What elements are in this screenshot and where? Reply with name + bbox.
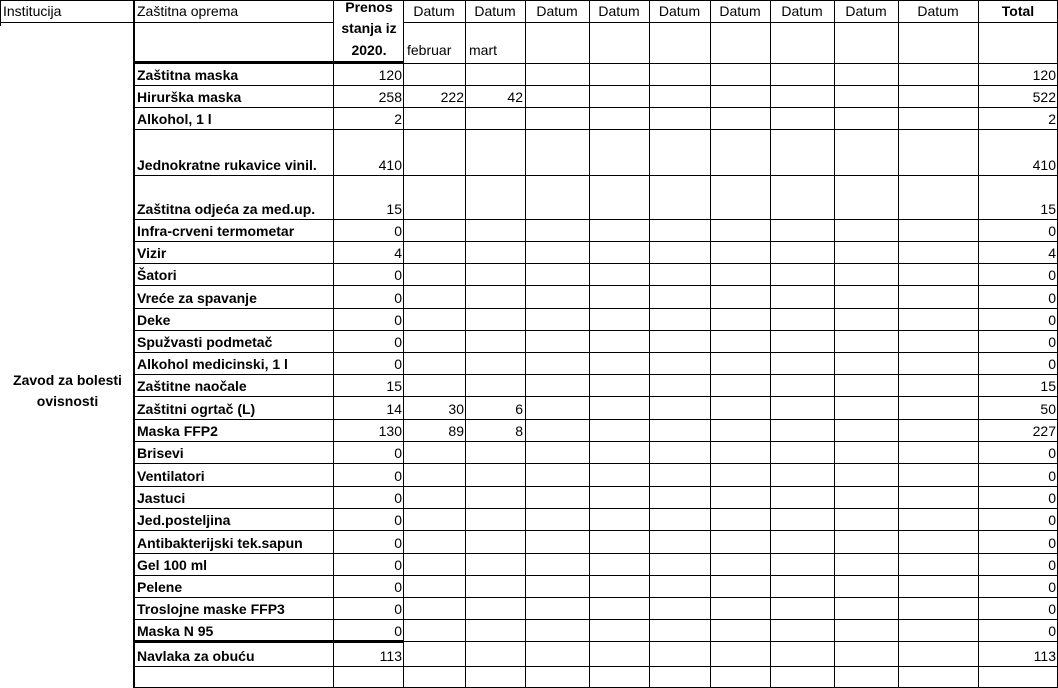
row-total-cell[interactable]: 0 xyxy=(1048,579,1056,595)
row-prenos-cell[interactable]: 15 xyxy=(386,201,402,217)
row-item-name[interactable]: Alkohol, 1 l xyxy=(137,111,212,127)
row-item-name[interactable]: Navlaka za obuću xyxy=(137,648,255,664)
grid-line xyxy=(649,0,650,688)
grid-line xyxy=(834,0,835,688)
row-mart-cell[interactable]: 42 xyxy=(507,89,523,105)
grid-line xyxy=(133,419,1058,420)
institution-name[interactable]: Zavod za bolesti ovisnosti xyxy=(13,372,122,409)
row-item-name[interactable]: Jed.posteljina xyxy=(137,512,231,528)
row-item-name[interactable]: Spužvasti podmetač xyxy=(137,334,273,350)
grid-line xyxy=(133,61,404,64)
row-item-name[interactable]: Šatori xyxy=(137,267,177,283)
row-total-cell[interactable]: 0 xyxy=(1048,445,1056,461)
header-prenos-line3: 2020. xyxy=(351,42,387,58)
header-datum-7[interactable]: Datum xyxy=(781,3,823,19)
row-total-cell[interactable]: 0 xyxy=(1048,623,1056,639)
row-prenos-cell[interactable]: 113 xyxy=(379,648,402,664)
grid-line xyxy=(403,22,1057,23)
row-total-cell[interactable]: 4 xyxy=(1048,245,1056,261)
row-prenos-cell[interactable]: 130 xyxy=(378,423,402,439)
row-item-name[interactable]: Ventilatori xyxy=(137,468,205,484)
grid-line xyxy=(133,441,1058,442)
grid-line xyxy=(133,263,1058,264)
row-prenos-cell[interactable]: 2 xyxy=(394,111,402,127)
grid-line xyxy=(133,352,1058,353)
row-item-name[interactable]: Zaštitna odjeća za med.up. xyxy=(137,201,316,217)
row-februar-cell[interactable]: 222 xyxy=(440,89,464,105)
row-prenos-cell[interactable]: 120 xyxy=(378,67,402,83)
grid-line xyxy=(710,0,711,688)
row-total-cell[interactable]: 50 xyxy=(1040,401,1056,417)
row-item-name[interactable]: Troslojne maske FFP3 xyxy=(137,601,285,617)
row-item-name[interactable]: Alkohol medicinski, 1 l xyxy=(137,356,288,372)
row-prenos-cell[interactable]: 0 xyxy=(394,512,402,528)
grid-line xyxy=(0,0,1058,1)
row-item-name[interactable]: Zaštitna maska xyxy=(137,67,239,83)
subheader-februar[interactable]: februar xyxy=(407,42,452,58)
row-total-cell[interactable]: 0 xyxy=(1048,356,1056,372)
header-datum-4[interactable]: Datum xyxy=(598,3,640,19)
row-prenos-cell[interactable]: 0 xyxy=(394,445,402,461)
row-total-cell[interactable]: 15 xyxy=(1040,201,1056,217)
row-item-name[interactable]: Jastuci xyxy=(137,490,186,506)
row-total-cell[interactable]: 0 xyxy=(1048,223,1056,239)
grid-line xyxy=(133,285,1058,286)
row-item-name[interactable]: Gel 100 ml xyxy=(137,557,208,573)
row-item-name[interactable]: Vreće za spavanje xyxy=(137,290,257,306)
row-item-name[interactable]: Infra-crveni termometar xyxy=(137,223,295,239)
grid-line xyxy=(133,508,1058,509)
row-prenos-cell[interactable]: 0 xyxy=(394,223,402,239)
row-total-cell[interactable]: 0 xyxy=(1048,535,1056,551)
row-item-name[interactable]: Zaštitne naočale xyxy=(137,378,247,394)
grid-line xyxy=(133,597,1058,598)
grid-line xyxy=(133,575,1058,576)
grid-line xyxy=(525,0,526,688)
header-datum-1[interactable]: Datum xyxy=(413,3,455,19)
grid-line xyxy=(0,22,133,23)
grid-line xyxy=(770,0,771,688)
row-total-cell[interactable]: 0 xyxy=(1048,267,1056,283)
row-februar-cell[interactable]: 30 xyxy=(448,401,464,417)
row-item-name[interactable]: Hirurška maska xyxy=(137,89,242,105)
grid-line xyxy=(133,666,1058,667)
row-total-cell[interactable]: 0 xyxy=(1048,601,1056,617)
row-item-name[interactable]: Antibakterijski tek.sapun xyxy=(137,535,303,551)
row-prenos-cell[interactable]: 0 xyxy=(394,557,402,573)
grid-line xyxy=(404,63,1058,64)
grid-line xyxy=(133,553,1058,554)
grid-line xyxy=(133,330,1058,331)
grid-line xyxy=(133,85,1058,86)
grid-line xyxy=(133,107,1058,108)
row-prenos-cell[interactable]: 15 xyxy=(386,378,402,394)
row-item-name[interactable]: Pelene xyxy=(137,579,183,595)
grid-line xyxy=(133,396,1058,397)
row-prenos-cell[interactable]: 0 xyxy=(394,334,402,350)
row-prenos-cell[interactable]: 0 xyxy=(394,579,402,595)
row-item-name[interactable]: Vizir xyxy=(137,245,167,261)
grid-line xyxy=(133,486,1058,487)
header-datum-2[interactable]: Datum xyxy=(474,3,516,19)
row-total-cell[interactable]: 0 xyxy=(1048,490,1056,506)
grid-line xyxy=(589,0,590,688)
row-total-cell[interactable]: 410 xyxy=(1032,157,1056,173)
row-prenos-cell[interactable]: 4 xyxy=(394,245,402,261)
row-item-name[interactable]: Zaštitni ogrtač (L) xyxy=(137,401,256,417)
header-datum-5[interactable]: Datum xyxy=(658,3,701,19)
header-datum-6[interactable]: Datum xyxy=(719,3,761,19)
header-total[interactable]: Total xyxy=(1001,3,1035,19)
grid-line xyxy=(133,241,1058,242)
row-mart-cell[interactable]: 8 xyxy=(515,423,523,439)
row-total-cell[interactable]: 120 xyxy=(1032,67,1056,83)
row-total-cell[interactable]: 0 xyxy=(1048,312,1056,328)
row-total-cell[interactable]: 0 xyxy=(1048,468,1056,484)
row-item-name[interactable]: Deke xyxy=(137,312,171,328)
row-februar-cell[interactable]: 89 xyxy=(448,423,464,439)
row-prenos-cell[interactable]: 410 xyxy=(378,157,402,173)
row-item-name[interactable]: Jednokratne rukavice vinil. xyxy=(137,157,317,173)
grid-line xyxy=(404,641,1058,642)
row-total-cell[interactable]: 15 xyxy=(1040,378,1056,394)
grid-line xyxy=(133,374,1058,375)
row-prenos-cell[interactable]: 0 xyxy=(394,623,402,639)
header-datum-8[interactable]: Datum xyxy=(845,3,887,19)
header-institucija[interactable]: Institucija xyxy=(3,3,62,19)
row-item-name[interactable]: Maska N 95 xyxy=(137,623,214,639)
row-item-name[interactable]: Maska FFP2 xyxy=(137,423,218,439)
grid-line xyxy=(133,530,1058,531)
row-prenos-cell[interactable]: 14 xyxy=(386,401,402,417)
row-item-name[interactable]: Brisevi xyxy=(137,445,184,461)
row-prenos-cell[interactable]: 0 xyxy=(394,312,402,328)
row-prenos-cell[interactable]: 0 xyxy=(394,290,402,306)
row-total-cell[interactable]: 227 xyxy=(1032,423,1056,439)
grid-line xyxy=(133,175,1058,176)
subheader-mart[interactable]: mart xyxy=(469,42,497,58)
grid-line xyxy=(133,129,1058,130)
header-prenos-line2: stanja iz xyxy=(341,20,397,36)
row-prenos-cell[interactable]: 0 xyxy=(394,356,402,372)
row-total-cell[interactable]: 0 xyxy=(1048,334,1056,350)
row-total-cell[interactable]: 0 xyxy=(1048,290,1056,306)
row-prenos-cell[interactable]: 0 xyxy=(394,535,402,551)
row-prenos-cell[interactable]: 0 xyxy=(394,267,402,283)
row-total-cell[interactable]: 113 xyxy=(1033,648,1056,664)
grid-line xyxy=(898,0,899,688)
row-total-cell[interactable]: 0 xyxy=(1048,557,1056,573)
row-prenos-cell[interactable]: 0 xyxy=(394,468,402,484)
row-prenos-cell[interactable]: 258 xyxy=(378,89,402,105)
grid-line xyxy=(133,619,1058,620)
row-total-cell[interactable]: 0 xyxy=(1048,512,1056,528)
row-total-cell[interactable]: 2 xyxy=(1048,111,1056,127)
row-total-cell[interactable]: 522 xyxy=(1032,89,1056,105)
header-prenos-line1[interactable]: Prenos xyxy=(345,0,393,15)
grid-line xyxy=(133,22,333,23)
grid-line xyxy=(133,640,404,643)
row-prenos-cell[interactable]: 0 xyxy=(394,601,402,617)
row-prenos-cell[interactable]: 0 xyxy=(394,490,402,506)
row-mart-cell[interactable]: 6 xyxy=(515,401,523,417)
grid-line xyxy=(133,219,1058,220)
header-datum-9[interactable]: Datum xyxy=(917,3,959,19)
header-datum-3[interactable]: Datum xyxy=(536,3,578,19)
grid-line xyxy=(133,308,1058,309)
header-oprema[interactable]: Zaštitna oprema xyxy=(137,3,239,19)
grid-line xyxy=(133,463,1058,464)
